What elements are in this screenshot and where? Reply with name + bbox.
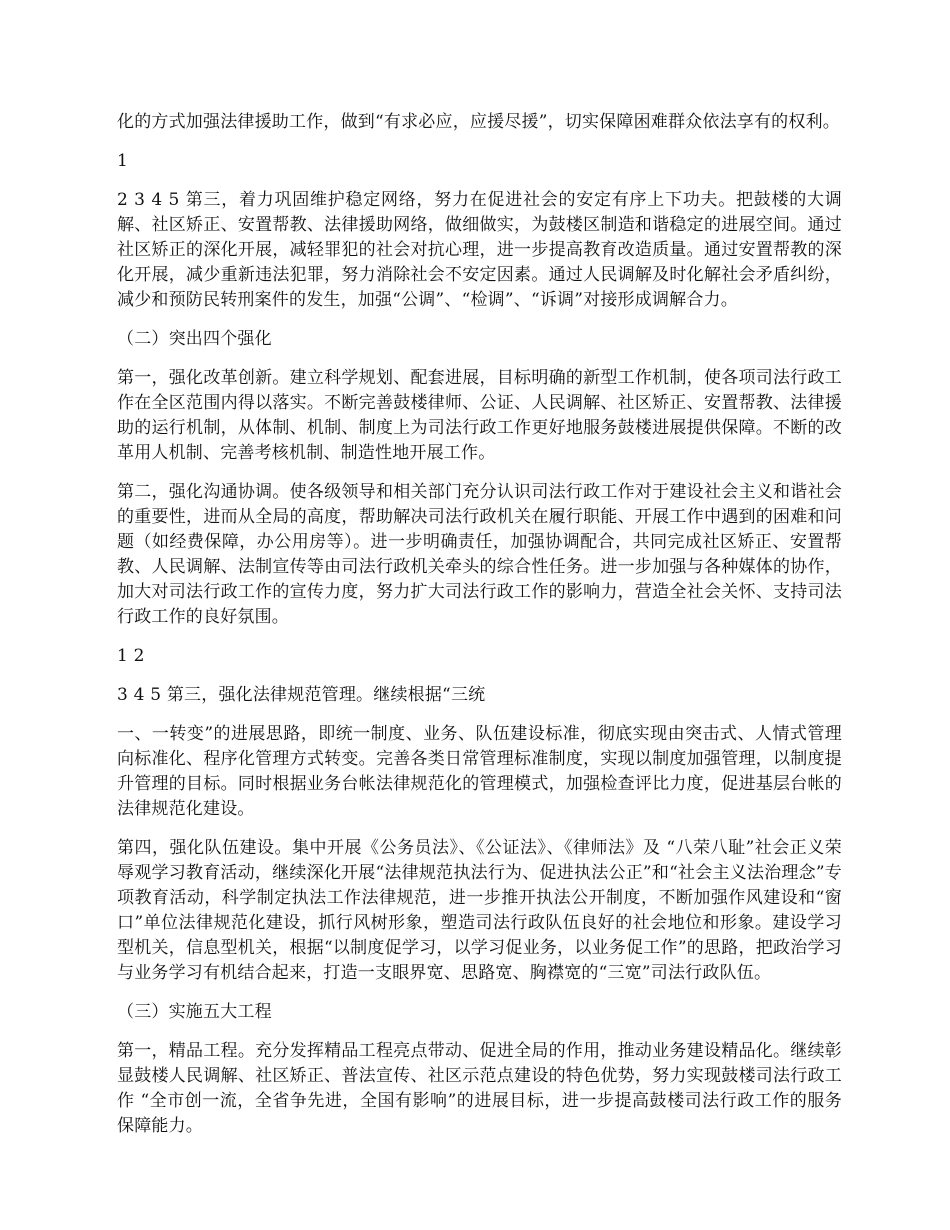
page-number-marker: 1 2 [117, 646, 145, 666]
paragraph-legal-management-intro: 3 4 5 第三，强化法律规范管理。继续根据“三统 [117, 685, 486, 705]
paragraph-reform-innovation: 第一，强化改革创新。建立科学规划、配套进展，目标明确的新型工作机制，使各项司法行政工作在全区范围内得以落实。不断完善鼓楼律师、公证、人民调解、社区矫正、安置帮教、法律援助的运行机制，从体制、机制、制度上为司法行政工作更好地服务鼓楼进展提供保障。不断的改革用人机制、完善考核机制、制造性地开展工作。 [117, 368, 842, 463]
paragraph-stability-network: 2 3 4 5 第三，着力巩固维护稳定网络，努力在促进社会的安定有序上下功夫。把鼓楼的大调解、社区矫正、安置帮教、法律援助网络，做细做实，为鼓楼区制造和谐稳定的进展空间。通过社区矫正的深化开展，减轻罪犯的社会对抗心理，进一步提高教育改造质量。通过安置帮教的深化开展，减少重新违法犯罪，努力消除社会不安定因素。通过人民调解及时化解社会矛盾纠纷，减少和预防民转刑案件的发生，加强“公调”、“检调”、“诉调”对接形成调解合力。 [117, 190, 842, 310]
paragraph-legal-aid-continuation: 化的方式加强法律援助工作，做到“有求必应，应援尽援”，切实保障困难群众依法享有的权利。 [117, 112, 840, 132]
section-heading-five-projects: （三）实施五大工程 [117, 1002, 272, 1022]
section-heading-four-strengthenings: （二）突出四个强化 [117, 329, 272, 349]
document-body [117, 110, 842, 1153]
paragraph-quality-project: 第一，精品工程。充分发挥精品工程亮点带动、促进全局的作用，推动业务建设精品化。继续彰显鼓楼人民调解、社区矫正、普法宣传、社区示范点建设的特色优势，努力实现鼓楼司法行政工作 “全市创一流，全省争先进，全国有影响”的进展目标，进一步提高鼓楼司法行政工作的服务保障能力。 [117, 1041, 842, 1136]
paragraph-legal-management-body: 一、一转变”的进展思路，即统一制度、业务、队伍建设标准，彻底实现由突击式、人情式管理向标准化、程序化管理方式转变。完善各类日常管理标准制度，实现以制度加强管理，以制度提升管理的目标。同时根据业务台帐法律规范化的管理模式，加强检查评比力度，促进基层台帐的法律规范化建设。 [117, 724, 842, 819]
page-number-marker: 1 [117, 151, 129, 171]
paragraph-communication-coordination: 第二，强化沟通协调。使各级领导和相关部门充分认识司法行政工作对于建设社会主义和谐社会的重要性，进而从全局的高度，帮助解决司法行政机关在履行职能、开展工作中遇到的困难和问题（如经费保障，办公用房等）。进一步明确责任，加强协调配合，共同完成社区矫正、安置帮教、人民调解、法制宣传等由司法行政机关牵头的综合性任务。进一步加强与各种媒体的协作，加大对司法行政工作的宣传力度，努力扩大司法行政工作的影响力，营造全社会关怀、支持司法行政工作的良好氛围。 [117, 482, 842, 627]
paragraph-team-building: 第四，强化队伍建设。集中开展《公务员法》、《公证法》、《律师法》及 “八荣八耻”社会正义荣辱观学习教育活动，继续深化开展“法律规范执法行为、促进执法公正”和“社会主义法治理念”专项教育活动，科学制定执法工作法律规范，进一步推开执法公开制度，不断加强作风建设和“窗口”单位法律规范化建设，抓行风树形象，塑造司法行政队伍良好的社会地位和形象。建设学习型机关，信息型机关，根据“以制度促学习，以学习促业务，以业务促工作”的思路，把政治学习与业务学习有机结合起来，打造一支眼界宽、思路宽、胸襟宽的“三宽”司法行政队伍。 [117, 838, 842, 983]
